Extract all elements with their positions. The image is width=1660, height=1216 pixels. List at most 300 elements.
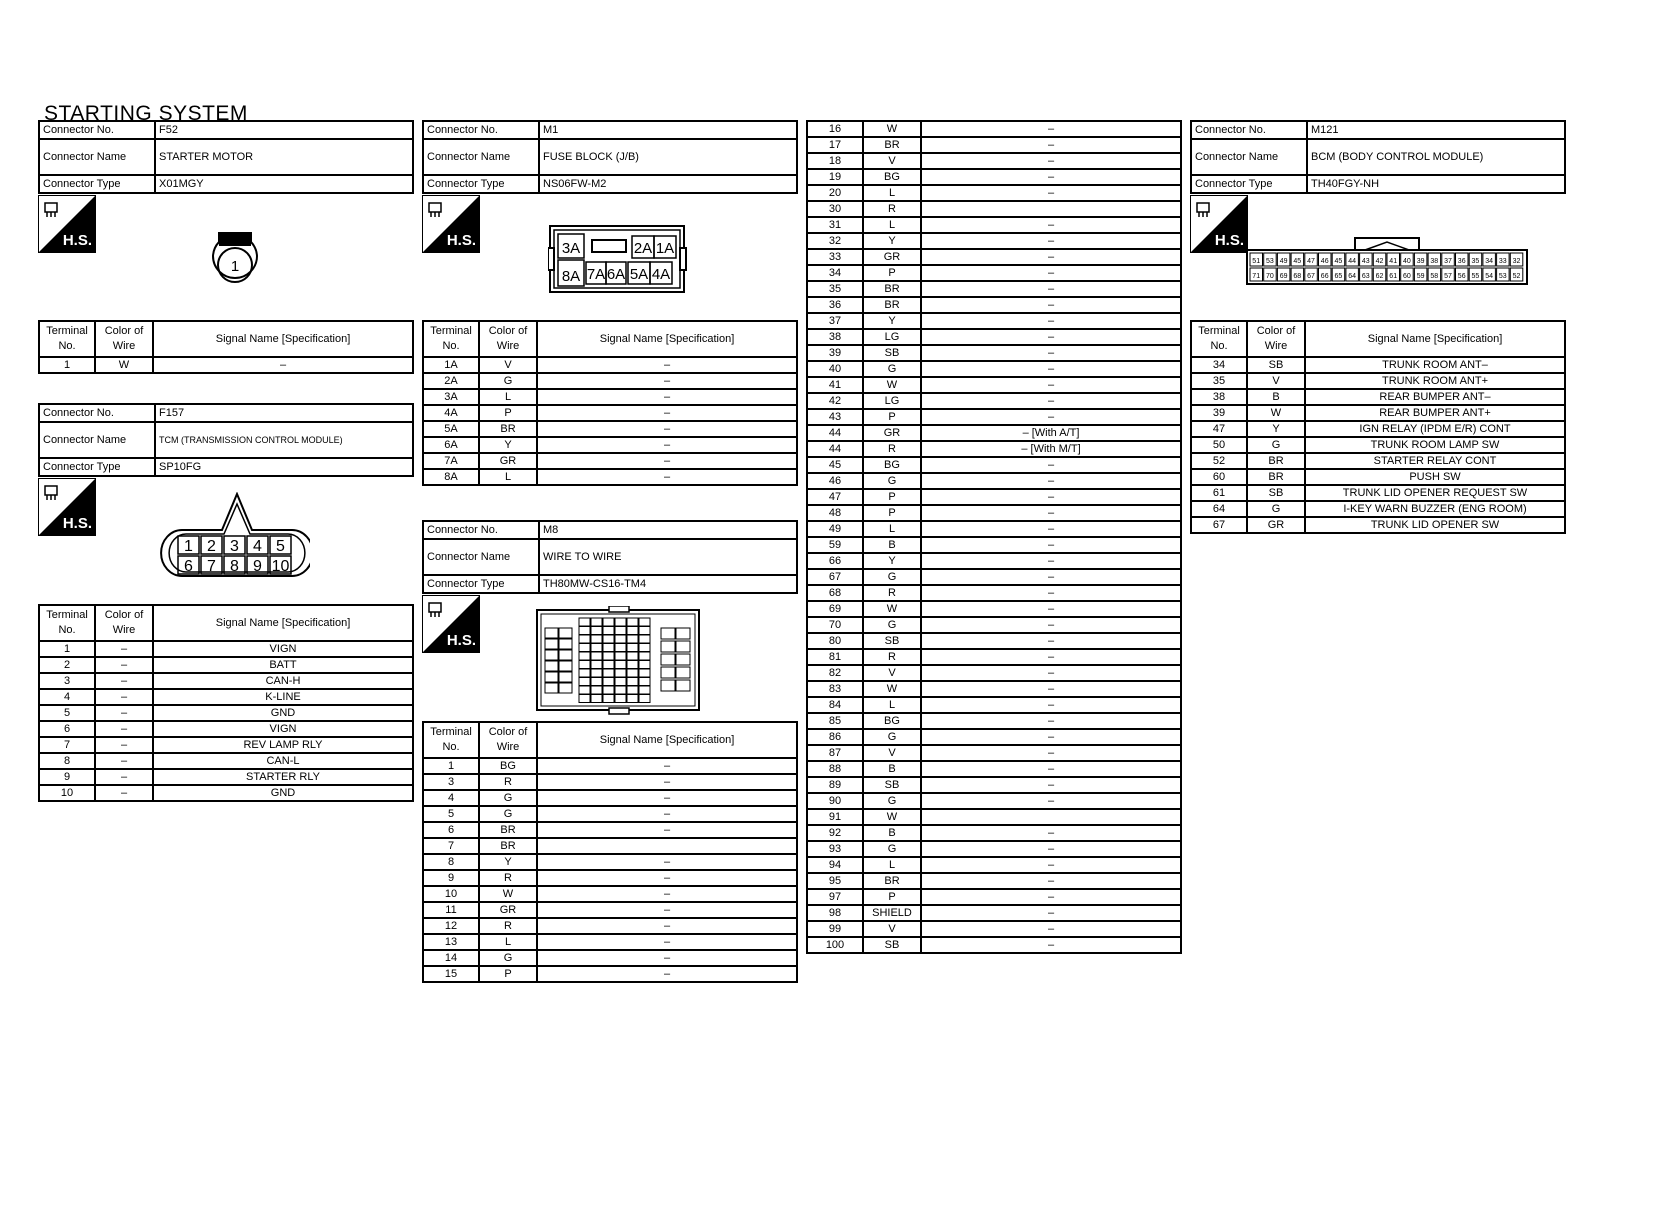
pin-cavity <box>579 652 590 660</box>
signal-name-cell: – <box>921 777 1181 793</box>
signal-name-cell: – <box>921 633 1181 649</box>
connector-type-value: SP10FG <box>155 458 413 476</box>
terminal-no-cell: 90 <box>807 793 863 809</box>
signal-name-cell: – <box>153 357 413 373</box>
terminal-no-cell: 95 <box>807 873 863 889</box>
terminal-row <box>423 838 797 854</box>
pin-cavity <box>579 686 590 694</box>
pin-label: 4A <box>651 266 671 283</box>
terminal-row <box>423 421 797 437</box>
terminal-row <box>1191 517 1565 533</box>
wire-color-cell: L <box>863 521 921 537</box>
terminal-row <box>1191 485 1565 501</box>
terminal-row <box>807 377 1181 393</box>
pin-cavity <box>559 661 572 671</box>
terminal-row <box>423 357 797 373</box>
pin-cavity <box>615 644 626 652</box>
pin-label: 70 <box>1266 273 1274 280</box>
pin-cavity <box>545 650 558 660</box>
wire-color-cell: G <box>479 950 537 966</box>
wire-color-cell: G <box>863 569 921 585</box>
wire-color-cell: Y <box>863 233 921 249</box>
terminal-row <box>423 469 797 485</box>
terminal-no-cell: 35 <box>1191 373 1247 389</box>
pin-label: 58 <box>1430 273 1439 280</box>
pin-label: 36 <box>1457 258 1466 265</box>
pin-cavity <box>661 667 675 678</box>
terminal-no-cell: 88 <box>807 761 863 777</box>
terminal-row <box>807 937 1181 953</box>
pin-label: 57 <box>1444 273 1452 280</box>
signal-name-cell: TRUNK ROOM ANT+ <box>1305 373 1565 389</box>
signal-name-cell: STARTER RELAY CONT <box>1305 453 1565 469</box>
color-header: Color of Wire <box>479 722 537 758</box>
connector-type-label: Connector Type <box>39 458 155 476</box>
connector-m121-info <box>1190 120 1566 194</box>
pin-label: 64 <box>1348 273 1356 280</box>
pin-cavity <box>615 661 626 669</box>
terminal-row <box>423 886 797 902</box>
wire-color-cell: GR <box>1247 517 1305 533</box>
terminal-no-cell: 36 <box>807 297 863 313</box>
terminal-no-cell: 41 <box>807 377 863 393</box>
signal-name-cell: – <box>537 405 797 421</box>
signal-name-cell: – <box>921 169 1181 185</box>
pin-cavity <box>559 672 572 682</box>
terminal-row <box>423 453 797 469</box>
pin-label: 52 <box>1512 273 1521 280</box>
wire-color-cell: P <box>863 265 921 281</box>
terminal-row <box>807 313 1181 329</box>
wire-color-cell: R <box>863 585 921 601</box>
terminal-row <box>807 521 1181 537</box>
terminal-no-cell: 10 <box>39 785 95 801</box>
terminal-no-cell: 8 <box>423 854 479 870</box>
pin-cavity <box>639 652 650 660</box>
terminal-no-cell: 5 <box>423 806 479 822</box>
pin-cavity <box>627 618 638 626</box>
terminal-row <box>807 329 1181 345</box>
signal-name-cell <box>537 838 797 854</box>
pin-label: 44 <box>1348 258 1356 265</box>
signal-name-cell: – <box>537 902 797 918</box>
wire-color-cell: – <box>95 737 153 753</box>
signal-name-cell: – [With M/T] <box>921 441 1181 457</box>
wire-color-cell: P <box>863 489 921 505</box>
wire-color-cell: – <box>95 753 153 769</box>
signal-name-cell: – [With A/T] <box>921 425 1181 441</box>
signal-name-cell: – <box>921 537 1181 553</box>
signal-name-cell: – <box>921 137 1181 153</box>
pin-label: 63 <box>1361 273 1370 280</box>
terminal-no-cell: 66 <box>807 553 863 569</box>
terminal-row <box>423 918 797 934</box>
pin-label: 68 <box>1293 273 1302 280</box>
terminal-no-cell: 5A <box>423 421 479 437</box>
pin-label: 5 <box>276 538 285 555</box>
pin-cavity <box>615 678 626 686</box>
signal-name-cell: – <box>921 569 1181 585</box>
signal-name-cell: – <box>921 521 1181 537</box>
signal-name-cell: – <box>537 774 797 790</box>
pin-cavity <box>615 686 626 694</box>
connector-no-value: M1 <box>539 121 797 139</box>
signal-name-cell: – <box>921 313 1181 329</box>
terminal-row <box>423 966 797 982</box>
pin-label: 7 <box>207 558 216 575</box>
terminal-no-cell: 39 <box>1191 405 1247 421</box>
terminal-no-cell: 60 <box>1191 469 1247 485</box>
terminal-no-cell: 5 <box>39 705 95 721</box>
pin-label: 53 <box>1498 273 1507 280</box>
wire-color-cell: L <box>863 217 921 233</box>
terminal-no-cell: 1 <box>423 758 479 774</box>
pin-cavity <box>627 686 638 694</box>
terminal-row <box>807 841 1181 857</box>
terminal-row <box>423 822 797 838</box>
terminal-no-cell: 4 <box>423 790 479 806</box>
wire-color-cell: – <box>95 785 153 801</box>
terminal-no-cell: 6A <box>423 437 479 453</box>
terminal-no-cell: 19 <box>807 169 863 185</box>
signal-name-cell: – <box>921 505 1181 521</box>
pin-label: 34 <box>1485 258 1493 265</box>
terminal-row <box>423 806 797 822</box>
pin-label: 35 <box>1471 258 1480 265</box>
terminal-no-cell: 3A <box>423 389 479 405</box>
pin-cavity <box>639 635 650 643</box>
wire-color-cell: L <box>863 857 921 873</box>
signal-name-cell: – <box>921 249 1181 265</box>
pin-cavity <box>579 669 590 677</box>
pin-cavity <box>603 661 614 669</box>
signal-name-cell: – <box>921 217 1181 233</box>
terminal-no-cell: 12 <box>423 918 479 934</box>
pin-label: 56 <box>1457 273 1466 280</box>
terminal-no-cell: 64 <box>1191 501 1247 517</box>
pin-cavity <box>627 669 638 677</box>
wire-color-cell: SB <box>1247 357 1305 373</box>
pin-cavity <box>545 628 558 638</box>
signal-name-cell: – <box>537 421 797 437</box>
pin-cavity <box>676 628 690 639</box>
wire-color-cell: L <box>479 389 537 405</box>
terminal-row <box>807 569 1181 585</box>
pin-label: 6A <box>606 266 626 283</box>
terminal-no-cell: 89 <box>807 777 863 793</box>
pin-label: 66 <box>1320 273 1329 280</box>
terminal-row <box>39 769 413 785</box>
wire-color-cell: BG <box>863 169 921 185</box>
wire-color-cell: BG <box>863 457 921 473</box>
wire-color-cell: W <box>95 357 153 373</box>
harness-side-icon: H.S. <box>422 195 480 253</box>
terminal-row <box>807 649 1181 665</box>
wire-color-cell: Y <box>479 854 537 870</box>
terminal-row <box>39 673 413 689</box>
connector-f157-info <box>38 403 414 477</box>
signal-name-cell: – <box>537 950 797 966</box>
pin-label: 4 <box>253 538 262 555</box>
terminal-row <box>1191 389 1565 405</box>
signal-name-cell: CAN-L <box>153 753 413 769</box>
signal-name-cell: STARTER RLY <box>153 769 413 785</box>
connector-type-value: NS06FW-M2 <box>539 175 797 193</box>
pin-label: 10 <box>271 558 290 575</box>
wire-color-cell: G <box>479 373 537 389</box>
wire-color-cell: LG <box>863 329 921 345</box>
terminal-no-cell: 85 <box>807 713 863 729</box>
pin-cavity <box>639 618 650 626</box>
pin-label: 69 <box>1279 273 1288 280</box>
terminal-row <box>807 217 1181 233</box>
wire-color-cell: R <box>863 441 921 457</box>
terminal-no-cell: 47 <box>1191 421 1247 437</box>
signal-name-cell: – <box>921 857 1181 873</box>
wire-color-cell: BR <box>479 421 537 437</box>
wire-color-cell: Y <box>479 437 537 453</box>
signal-name-cell: – <box>921 793 1181 809</box>
pin-cavity <box>627 644 638 652</box>
connector-no-value: F52 <box>155 121 413 139</box>
pin-label: 7A <box>586 266 606 283</box>
terminal-no-cell: 94 <box>807 857 863 873</box>
terminal-no-cell: 97 <box>807 889 863 905</box>
terminal-row <box>807 393 1181 409</box>
pin-cavity <box>603 652 614 660</box>
terminal-row <box>807 617 1181 633</box>
signal-name-cell: – <box>537 373 797 389</box>
pin-cavity <box>603 644 614 652</box>
wire-color-cell: B <box>1247 389 1305 405</box>
wire-color-cell: L <box>479 934 537 950</box>
terminal-row <box>807 409 1181 425</box>
terminal-row <box>807 873 1181 889</box>
pin-label: 33 <box>1498 258 1507 265</box>
wire-color-cell: B <box>863 761 921 777</box>
terminal-row <box>1191 437 1565 453</box>
connector-m8-info <box>422 520 798 594</box>
pin-cavity <box>639 661 650 669</box>
signal-name-cell: – <box>921 233 1181 249</box>
color-header: Color of Wire <box>1247 321 1305 357</box>
pin-cavity <box>676 667 690 678</box>
terminal-no-cell: 44 <box>807 441 863 457</box>
wire-color-cell: BG <box>479 758 537 774</box>
terminal-row <box>423 437 797 453</box>
terminal-no-cell: 6 <box>423 822 479 838</box>
terminal-row <box>807 137 1181 153</box>
wire-color-cell: BR <box>479 822 537 838</box>
wire-color-cell: W <box>863 601 921 617</box>
pin-cavity <box>627 695 638 703</box>
signal-name-cell: – <box>921 345 1181 361</box>
pin-label: 2 <box>207 538 216 555</box>
terminal-no-cell: 2 <box>39 657 95 673</box>
signal-name-cell: – <box>921 281 1181 297</box>
wire-color-cell: L <box>863 185 921 201</box>
signal-name-cell: TRUNK ROOM LAMP SW <box>1305 437 1565 453</box>
terminal-no-cell: 38 <box>807 329 863 345</box>
terminal-no-cell: 42 <box>807 393 863 409</box>
pin-label: 54 <box>1485 273 1493 280</box>
terminal-row <box>807 489 1181 505</box>
pin-cavity <box>603 686 614 694</box>
pin-label: 8A <box>561 268 581 285</box>
signal-name-cell: – <box>921 121 1181 137</box>
pin-label: 40 <box>1403 258 1411 265</box>
connector-type-value: TH80MW-CS16-TM4 <box>539 575 797 593</box>
pin-cavity <box>627 635 638 643</box>
terminal-no-cell: 98 <box>807 905 863 921</box>
terminal-no-cell: 37 <box>807 313 863 329</box>
signal-name-cell: – <box>537 918 797 934</box>
pin-cavity <box>603 669 614 677</box>
pin-label: 45 <box>1293 258 1302 265</box>
signal-name-cell: VIGN <box>153 721 413 737</box>
pin-label: 37 <box>1444 258 1452 265</box>
signal-name-cell: PUSH SW <box>1305 469 1565 485</box>
terminal-no-header: Terminal No. <box>1191 321 1247 357</box>
wire-color-cell: SB <box>863 633 921 649</box>
terminal-row <box>39 641 413 657</box>
wire-color-cell: – <box>95 689 153 705</box>
terminal-no-cell: 47 <box>807 489 863 505</box>
connector-name-value: STARTER MOTOR <box>155 139 413 175</box>
connector-type-value: X01MGY <box>155 175 413 193</box>
connector-m1-terminals <box>422 320 798 486</box>
wire-color-cell: W <box>863 809 921 825</box>
pin-cavity <box>591 627 602 635</box>
pin-cavity <box>627 627 638 635</box>
connector-type-label: Connector Type <box>423 175 539 193</box>
wire-color-cell: V <box>863 153 921 169</box>
pin-label: 60 <box>1403 273 1411 280</box>
connector-m121-diagram <box>1245 234 1529 286</box>
terminal-no-header: Terminal No. <box>39 321 95 357</box>
terminal-row <box>807 505 1181 521</box>
wire-color-cell: G <box>863 617 921 633</box>
pin-cavity <box>559 628 572 638</box>
connector-no-value: M8 <box>539 521 797 539</box>
pin-cavity <box>545 672 558 682</box>
terminal-no-cell: 45 <box>807 457 863 473</box>
connector-type-label: Connector Type <box>39 175 155 193</box>
terminal-row <box>423 373 797 389</box>
pin-cavity <box>639 669 650 677</box>
signal-name-cell: – <box>921 761 1181 777</box>
wire-color-cell: G <box>1247 437 1305 453</box>
signal-name-cell <box>921 201 1181 217</box>
connector-m8-terminals <box>422 721 798 983</box>
wire-color-cell: GR <box>863 425 921 441</box>
pin-label: 5A <box>629 266 649 283</box>
signal-name-cell: – <box>537 469 797 485</box>
terminal-row <box>39 721 413 737</box>
terminal-no-cell: 40 <box>807 361 863 377</box>
wire-color-cell: V <box>863 745 921 761</box>
pin-cavity <box>591 644 602 652</box>
pin-label: 46 <box>1320 258 1329 265</box>
terminal-no-cell: 68 <box>807 585 863 601</box>
signal-name-cell: GND <box>153 705 413 721</box>
terminal-row <box>807 921 1181 937</box>
wire-color-cell: V <box>863 921 921 937</box>
pin-label: 2A <box>633 240 653 257</box>
pin-label: 59 <box>1416 273 1425 280</box>
connector-name-label: Connector Name <box>39 139 155 175</box>
terminal-no-cell: 30 <box>807 201 863 217</box>
signal-header: Signal Name [Specification] <box>1305 321 1565 357</box>
signal-name-cell: – <box>921 681 1181 697</box>
signal-name-cell: – <box>537 758 797 774</box>
terminal-no-cell: 81 <box>807 649 863 665</box>
terminal-no-header: Terminal No. <box>423 722 479 758</box>
terminal-no-cell: 100 <box>807 937 863 953</box>
terminal-no-cell: 80 <box>807 633 863 649</box>
terminal-row <box>807 697 1181 713</box>
terminal-no-cell: 20 <box>807 185 863 201</box>
signal-name-cell: CAN-H <box>153 673 413 689</box>
signal-name-cell: – <box>921 745 1181 761</box>
pin-cavity <box>615 627 626 635</box>
wire-color-cell: W <box>1247 405 1305 421</box>
terminal-no-cell: 6 <box>39 721 95 737</box>
terminal-row <box>423 389 797 405</box>
pin-cavity <box>627 661 638 669</box>
wire-color-cell: P <box>479 966 537 982</box>
color-header: Color of Wire <box>479 321 537 357</box>
pin-cavity <box>676 654 690 665</box>
terminal-row <box>39 737 413 753</box>
pin-cavity <box>559 650 572 660</box>
terminal-row <box>807 265 1181 281</box>
terminal-no-cell: 3 <box>423 774 479 790</box>
pin-label: 61 <box>1389 273 1398 280</box>
signal-name-cell <box>921 809 1181 825</box>
terminal-row <box>423 902 797 918</box>
terminal-no-cell: 10 <box>423 886 479 902</box>
wire-color-cell: B <box>863 825 921 841</box>
wire-color-cell: BR <box>863 281 921 297</box>
signal-name-cell: – <box>921 713 1181 729</box>
connector-type-value: TH40FGY-NH <box>1307 175 1565 193</box>
terminal-row <box>807 553 1181 569</box>
wire-color-cell: Y <box>1247 421 1305 437</box>
connector-name-value: TCM (TRANSMISSION CONTROL MODULE) <box>155 422 413 458</box>
wire-color-cell: P <box>479 405 537 421</box>
signal-name-cell: – <box>921 825 1181 841</box>
terminal-no-cell: 4 <box>39 689 95 705</box>
connector-name-label: Connector Name <box>423 139 539 175</box>
pin-cavity <box>591 635 602 643</box>
terminal-no-cell: 18 <box>807 153 863 169</box>
signal-name-cell: – <box>921 889 1181 905</box>
pin-cavity <box>639 686 650 694</box>
connector-name-value: WIRE TO WIRE <box>539 539 797 575</box>
signal-name-cell: – <box>921 873 1181 889</box>
terminal-no-cell: 48 <box>807 505 863 521</box>
wire-color-cell: V <box>863 665 921 681</box>
wire-color-cell: G <box>479 806 537 822</box>
terminal-no-cell: 15 <box>423 966 479 982</box>
terminal-no-cell: 46 <box>807 473 863 489</box>
pin-label: 32 <box>1512 258 1521 265</box>
signal-name-cell: – <box>537 790 797 806</box>
terminal-no-cell: 38 <box>1191 389 1247 405</box>
terminal-no-cell: 31 <box>807 217 863 233</box>
connector-no-label: Connector No. <box>423 121 539 139</box>
